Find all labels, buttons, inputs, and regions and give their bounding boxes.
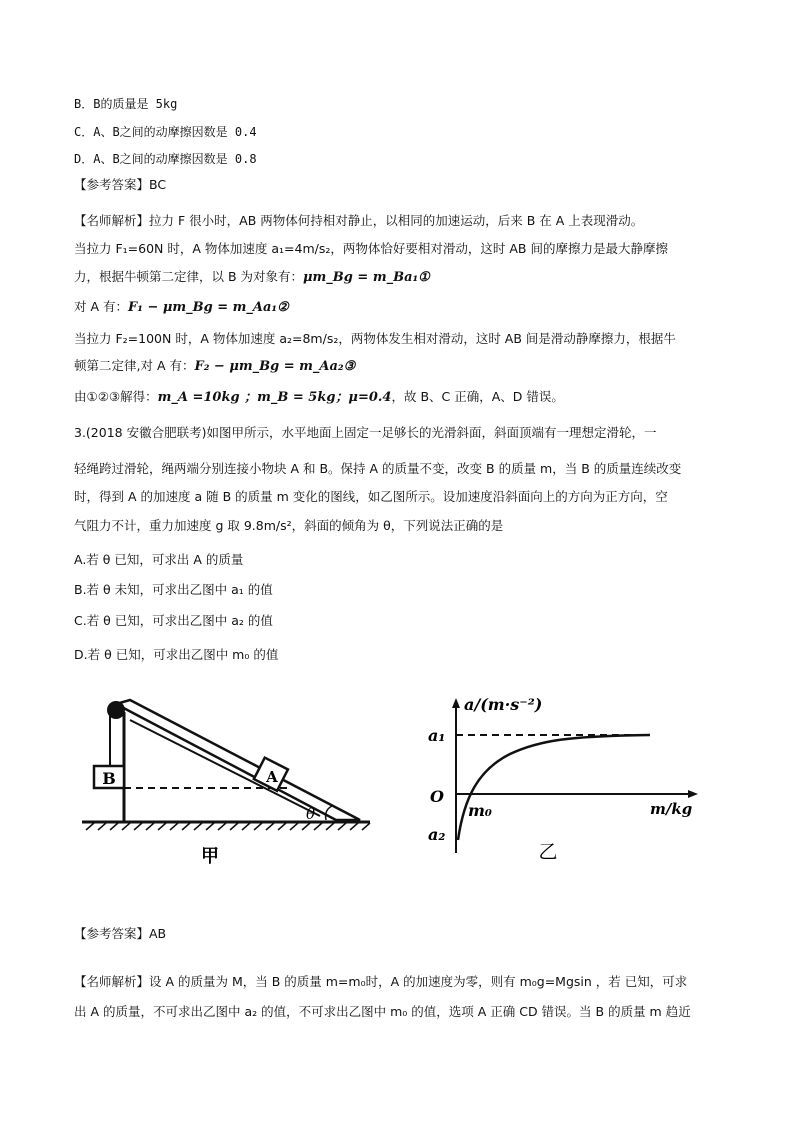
figure-yi-caption: 乙 [538,841,558,863]
answer-1: 【参考答案】BC [74,177,167,192]
incline-slab [116,700,360,820]
ground-hatch [86,823,370,830]
y-axis-label: a/(m·s⁻²) [464,695,543,714]
analysis1-line1: 【名师解析】拉力 F 很小时，AB 两物体何持相对静止，以相同的加速运动，后来 B 在 A 上表现滑动。 [74,213,644,228]
y-axis-arrow [452,698,460,708]
origin-label: O [430,787,444,806]
analysis1-line6 [74,357,355,376]
analysis1-line2: 当拉力 F₁=60N 时，A 物体加速度 a₁=4m/s₂，两物体恰好要相对滑动，这时 AB 间的摩擦力是最大静摩擦 [74,241,668,256]
question3-line4: 气阻力不计，重力加速度 g 取 9.8m/s²，斜面的倾角为 θ，下列说法正确的是 [74,518,504,533]
theta-label: θ [306,805,316,823]
acceleration-curve [458,735,650,840]
option-d-prev: D．A、B之间的动摩擦因数是 0.8 [74,152,257,166]
figure-jia-caption: 甲 [201,846,219,867]
a2-label: a₂ [428,825,446,844]
figure-incline-jia [80,690,380,870]
block-b-label: B [102,769,116,788]
analysis1-line3 [74,268,430,287]
question3-option-d: D.若 θ 已知，可求出乙图中 m₀ 的值 [74,647,279,662]
option-c-prev: C．A、B之间的动摩擦因数是 0.4 [74,125,257,139]
analysis3-line2: 出 A 的质量，不可求出乙图中 a₂ 的值，不可求出乙图中 m₀ 的值，选项 A 正确 CD 错误。当 B 的质量 m 趋近 [74,1004,691,1019]
question3-option-c: C.若 θ 已知，可求出乙图中 a₂ 的值 [74,613,273,628]
question3-line2: 轻绳跨过滑轮，绳两端分别连接小物块 A 和 B。保持 A 的质量不变，改变 B 的质量 m，当 B 的质量连续改变 [74,461,682,476]
x-axis-arrow [688,790,698,798]
analysis1-line5: 当拉力 F₂=100N 时，A 物体加速度 a₂=8m/s₂，两物体发生相对滑动，这时 AB 间是滑动静摩擦力，根据牛 [74,331,676,346]
pulley [107,701,125,719]
equation-2: F₁ − μm_Bg = m_Aa₁② [128,300,289,315]
question3-line3: 时，得到 A 的加速度 a 随 B 的质量 m 变化的图线，如乙图所示。设加速度沿斜面向上的方向为正方向，空 [74,489,668,504]
analysis1-line4-text: 对 A 有： [74,299,128,314]
incline-inner-edge [130,720,320,816]
question3-option-a: A.若 θ 已知，可求出 A 的质量 [74,552,244,567]
analysis1-line3-text: 力，根据牛顿第二定律，以 B 为对象有： [74,269,304,284]
m0-label: m₀ [468,801,492,820]
answer-3: 【参考答案】AB [74,926,167,941]
figure-graph-yi [420,688,720,868]
equation-3: F₂ − μm_Bg = m_Aa₂③ [194,359,356,374]
analysis3-line1: 【名师解析】设 A 的质量为 M，当 B 的质量 m=m₀时，A 的加速度为零，则有 m₀g=Mgsin ，若 已知，可求 [74,974,688,989]
x-axis-label: m/kg [650,800,693,818]
option-b-prev: B．B的质量是 5kg [74,97,178,111]
question3-option-b: B.若 θ 未知，可求出乙图中 a₁ 的值 [74,582,273,597]
equation-1: μm_Bg = m_Ba₁① [303,270,430,285]
a1-label: a₁ [428,726,446,745]
equation-4: m_A =10kg ；m_B = 5kg；μ=0.4 [157,390,392,405]
block-a-label: A [266,768,278,786]
analysis1-line4 [74,298,289,317]
analysis1-line6-text: 顿第二定律,对 A 有： [74,358,195,373]
analysis1-line7-tail: ，故 B、C 正确，A、D 错误。 [391,389,564,404]
analysis1-line7 [74,388,564,407]
question3-line1: 3.(2018 安徽合肥联考)如图甲所示，水平地面上固定一足够长的光滑斜面，斜面顶端有一理想定滑轮，一 [74,425,657,440]
analysis1-line7-text: 由①②③解得： [74,389,158,404]
